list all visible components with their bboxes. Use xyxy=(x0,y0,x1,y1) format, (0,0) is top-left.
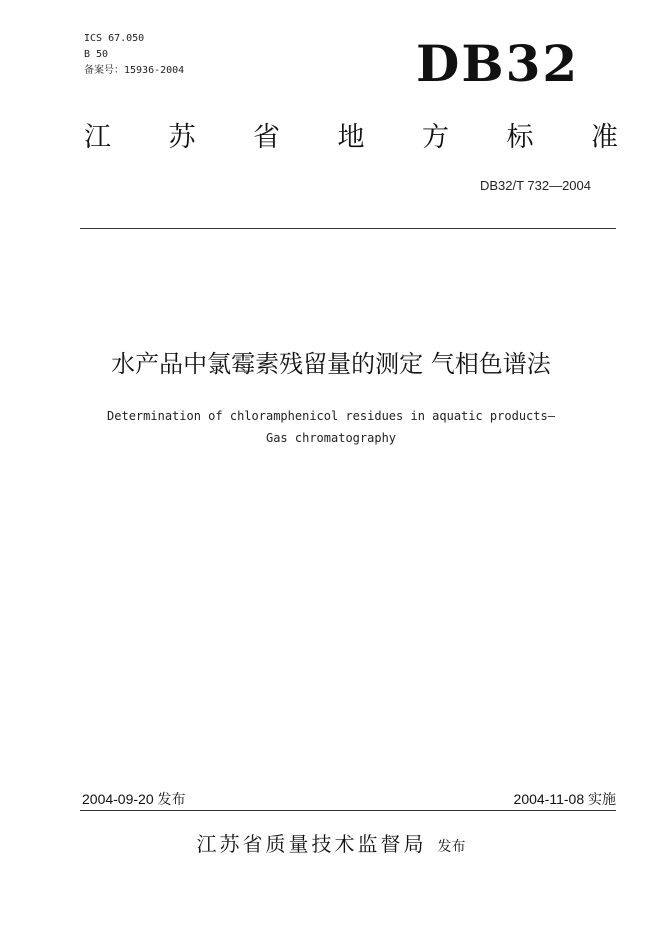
standard-type-char: 江 xyxy=(84,122,111,153)
issuer-line xyxy=(0,828,662,857)
standard-type-char: 苏 xyxy=(168,122,196,153)
document-title-en xyxy=(0,405,662,449)
classification-block xyxy=(84,31,184,79)
title-en-line-1: Determination of chloramphenicol residues in aquatic products— xyxy=(107,409,555,423)
standard-type-char: 方 xyxy=(422,122,449,153)
title-en-line-2: Gas chromatography xyxy=(265,431,397,445)
db-mark: DB32 xyxy=(416,34,580,93)
standard-code: DB32/T 732—2004 xyxy=(479,178,591,193)
filing-number: 备案号：15936-2004 xyxy=(84,65,185,76)
category-code: B 50 xyxy=(84,49,109,60)
header-divider xyxy=(80,228,616,229)
date-row xyxy=(82,790,616,808)
standard-type-char: 地 xyxy=(337,122,365,153)
document-title-cn: 水产品中氯霉素残留量的测定 气相色谱法 xyxy=(111,350,551,378)
footer-divider xyxy=(80,810,616,811)
standard-type-char: 准 xyxy=(591,122,618,153)
issue-date: 2004-09-20 发布 xyxy=(82,791,186,807)
standard-type-char: 省 xyxy=(253,122,280,153)
ics-code: ICS 67.050 xyxy=(84,33,145,44)
effective-date: 2004-11-08 实施 xyxy=(513,791,616,807)
issuer-suffix: 发布 xyxy=(437,839,466,855)
standard-type-heading xyxy=(84,118,618,158)
standard-type-char: 标 xyxy=(506,122,534,153)
issuer-name: 江苏省质量技术监督局 xyxy=(196,832,427,856)
